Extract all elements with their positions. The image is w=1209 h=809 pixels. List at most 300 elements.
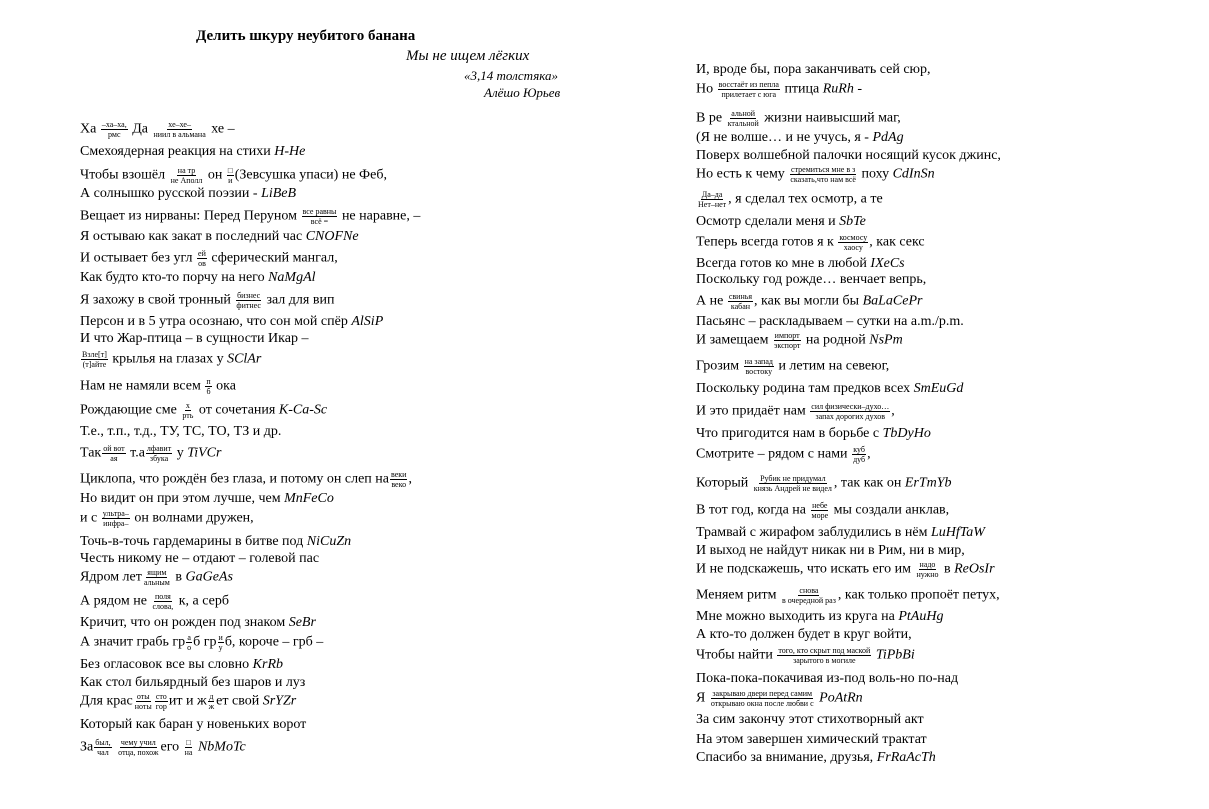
line-text: он волнами дружен, bbox=[130, 510, 254, 526]
line-text: А не bbox=[696, 293, 727, 309]
word-fraction bbox=[102, 509, 130, 528]
word-fraction bbox=[184, 738, 194, 757]
poem-line bbox=[696, 525, 985, 541]
fraction-numerator: оты bbox=[136, 692, 150, 701]
poem-line bbox=[80, 592, 229, 611]
word-fraction bbox=[101, 120, 128, 139]
poem-line bbox=[80, 657, 283, 673]
fraction-denominator: прилетает с юга bbox=[721, 90, 777, 99]
line-text: Циклопа, что рождён без глаза, и потому он слеп на bbox=[80, 471, 389, 487]
fraction-denominator: гор bbox=[155, 702, 167, 711]
poem-line bbox=[696, 292, 922, 311]
poem-line bbox=[696, 609, 943, 625]
line-text: от сочетания bbox=[195, 402, 279, 418]
poem-line bbox=[80, 144, 305, 160]
element-formula: CdInSn bbox=[892, 166, 935, 182]
element-formula: FrRaAcTh bbox=[876, 750, 936, 765]
line-text: И не подскажешь, что искать его им bbox=[696, 561, 915, 577]
fraction-numerator: и bbox=[218, 633, 223, 642]
line-text: Так bbox=[80, 445, 102, 461]
fraction-denominator: запах дорогих духов bbox=[815, 412, 886, 421]
line-text: И замещаем bbox=[696, 332, 772, 348]
line-text: б гр bbox=[193, 634, 217, 650]
fraction-numerator: ей bbox=[198, 249, 206, 258]
fraction-denominator: (т]айте bbox=[82, 360, 107, 369]
line-text: Пасьянс – раскладываем – сутки на a.m./p.m. bbox=[696, 314, 964, 329]
element-formula: NiCuZn bbox=[306, 534, 352, 549]
fraction-denominator: инфра– bbox=[103, 519, 129, 528]
fraction-numerator: д bbox=[209, 692, 214, 701]
poem-line bbox=[80, 186, 296, 202]
word-fraction bbox=[134, 692, 153, 711]
line-text: Я захожу в свой тронный bbox=[80, 292, 235, 308]
word-fraction bbox=[781, 586, 837, 605]
poem-line bbox=[80, 270, 316, 286]
element-formula: SClAr bbox=[227, 351, 262, 367]
word-fraction bbox=[170, 166, 204, 185]
line-text: его bbox=[160, 739, 183, 755]
poem-line bbox=[80, 401, 327, 420]
fraction-denominator: ая bbox=[110, 454, 118, 463]
poem-line bbox=[696, 109, 901, 128]
poem-line bbox=[696, 586, 1000, 605]
line-text: хе – bbox=[207, 121, 235, 137]
poem-line bbox=[80, 633, 323, 652]
line-text: Но видит он при этом лучше, чем bbox=[80, 491, 285, 506]
fraction-numerator: того, кто скрыт под маской bbox=[778, 646, 871, 655]
line-text: Чтобы взошёл bbox=[80, 167, 169, 183]
line-text: И выход не найдут никак ни в Рим, ни в мир, bbox=[696, 543, 965, 558]
fraction-numerator: ультра– bbox=[102, 509, 129, 518]
poem-line bbox=[696, 62, 931, 78]
fraction-denominator: слова, bbox=[152, 602, 174, 611]
poem-line bbox=[696, 256, 905, 272]
fraction-denominator: збука bbox=[149, 454, 169, 463]
line-text: За сим закончу этот стихотворный акт bbox=[696, 712, 924, 727]
line-text: За bbox=[80, 739, 94, 755]
fraction-denominator: море bbox=[811, 511, 829, 520]
poem-line bbox=[80, 568, 233, 587]
poem-line bbox=[80, 249, 338, 268]
element-formula: RuRh bbox=[822, 81, 854, 97]
fraction-numerator: бизнес bbox=[237, 291, 261, 300]
fraction-numerator: веки bbox=[390, 470, 407, 479]
fraction-numerator: был, bbox=[95, 738, 111, 747]
line-text: Ядром лет bbox=[80, 569, 142, 585]
line-text: Мне можно выходить из круга на bbox=[696, 609, 899, 624]
poem-line bbox=[80, 509, 254, 528]
line-text: мы создали анклав, bbox=[830, 502, 950, 518]
line-text: Смехоядерная реакция на стихи bbox=[80, 144, 275, 159]
word-fraction bbox=[186, 633, 192, 652]
element-formula: SmEuGd bbox=[913, 381, 964, 396]
fraction-numerator: закрываю двери перед самим bbox=[712, 689, 813, 698]
fraction-denominator: альным bbox=[143, 578, 170, 587]
fraction-denominator: востоку bbox=[745, 367, 773, 376]
fraction-numerator: х bbox=[185, 401, 190, 410]
word-fraction bbox=[218, 633, 224, 652]
line-text: Я bbox=[696, 690, 709, 706]
fraction-denominator: ов bbox=[198, 259, 206, 268]
word-fraction bbox=[81, 350, 108, 369]
epigraph-line-2: «3,14 толстяка» bbox=[464, 68, 559, 83]
line-text: (Зевсушка упаси) не Феб, bbox=[234, 167, 387, 183]
element-formula: NsPm bbox=[869, 332, 903, 348]
line-text: Нам не намяли всем bbox=[80, 378, 205, 394]
poem-title: Делить шкуру неубитого банана bbox=[196, 28, 416, 44]
fraction-denominator: кабан bbox=[730, 302, 751, 311]
poem-line bbox=[696, 233, 925, 252]
line-text: Осмотр сделали меня и bbox=[696, 214, 840, 229]
line-text: Всегда готов ко мне в любой bbox=[696, 256, 871, 271]
fraction-numerator: сто bbox=[155, 692, 167, 701]
word-fraction bbox=[710, 689, 815, 708]
epigraph-line-3: Алёшо Юрьев bbox=[484, 85, 561, 100]
poem-line bbox=[696, 314, 964, 330]
element-formula: TiVCr bbox=[187, 445, 222, 461]
line-text: к, а серб bbox=[175, 593, 229, 609]
word-fraction bbox=[227, 166, 234, 185]
fraction-numerator: на тр bbox=[177, 166, 196, 175]
line-text: Который как баран у новеньких ворот bbox=[80, 717, 307, 732]
line-text: т.а bbox=[126, 445, 145, 461]
word-fraction bbox=[390, 470, 407, 489]
line-text: сферический мангал, bbox=[207, 250, 338, 266]
element-formula: LuHfTaW bbox=[930, 525, 985, 540]
line-text: И, вроде бы, пора заканчивать сей сюр, bbox=[696, 62, 931, 77]
fraction-denominator: на bbox=[184, 748, 193, 757]
line-text: у bbox=[173, 445, 188, 461]
word-fraction bbox=[143, 568, 171, 587]
fraction-numerator: на запад bbox=[744, 357, 773, 366]
word-fraction bbox=[773, 331, 801, 350]
poem-line bbox=[696, 402, 895, 421]
element-formula: KrRb bbox=[252, 657, 284, 672]
line-text: Без огласовок все вы словно bbox=[80, 657, 253, 672]
line-text: , bbox=[867, 446, 871, 462]
word-fraction bbox=[205, 377, 211, 396]
line-text: Теперь всегда готов я к bbox=[696, 234, 838, 250]
line-text: , так как он bbox=[833, 475, 905, 491]
fraction-numerator: стремиться мне в з bbox=[791, 165, 856, 174]
line-text: птица bbox=[780, 81, 823, 97]
line-text: А солнышко русской поэзии - bbox=[80, 186, 262, 201]
word-fraction bbox=[727, 109, 760, 128]
line-text: и с bbox=[80, 510, 101, 526]
line-text: он bbox=[204, 167, 226, 183]
fraction-numerator: небе bbox=[812, 501, 828, 510]
poem-line bbox=[80, 675, 305, 691]
line-text: ит и ж bbox=[168, 693, 207, 709]
line-text: Как стол бильярдный без шаров и луз bbox=[80, 675, 306, 690]
element-formula: BaLaCePr bbox=[862, 293, 923, 309]
line-text: крылья на глазах у bbox=[108, 351, 228, 367]
line-text: Чтобы найти bbox=[696, 647, 777, 663]
word-fraction bbox=[94, 738, 111, 757]
poem-line bbox=[80, 207, 420, 226]
line-text: , как только пропоёт петух, bbox=[837, 587, 1000, 603]
poem-line bbox=[696, 130, 904, 146]
poem-line bbox=[80, 377, 236, 396]
element-formula: IXeCs bbox=[870, 256, 905, 271]
word-fraction bbox=[235, 291, 262, 310]
poem-line bbox=[696, 732, 927, 748]
fraction-denominator: рть bbox=[182, 411, 194, 420]
word-fraction bbox=[811, 501, 830, 520]
epigraph-line-1: Мы не ищем лёгких bbox=[406, 48, 530, 64]
fraction-numerator: импорт bbox=[774, 331, 800, 340]
poem-line bbox=[696, 272, 926, 288]
fraction-numerator: альной bbox=[731, 109, 756, 118]
line-text: , как секс bbox=[869, 234, 925, 250]
fraction-denominator: рмс bbox=[108, 130, 121, 139]
word-fraction bbox=[852, 445, 866, 464]
poem-line bbox=[696, 646, 915, 665]
fraction-numerator: Взле[т] bbox=[82, 350, 107, 359]
word-fraction bbox=[777, 646, 871, 665]
word-fraction bbox=[697, 190, 727, 209]
poem-line bbox=[80, 717, 306, 733]
fraction-denominator: дуб bbox=[853, 455, 866, 464]
fraction-numerator: хе–хе– bbox=[168, 120, 191, 129]
poem-line bbox=[696, 190, 883, 209]
line-text: Точь-в-точь гардемарины в битве под bbox=[80, 534, 307, 549]
poem-line bbox=[80, 692, 296, 711]
element-formula: AlSiP bbox=[351, 314, 384, 329]
line-text: Который bbox=[696, 475, 752, 491]
poem-line bbox=[80, 229, 359, 245]
line-text: Т.е., т.п., т.д., ТУ, ТС, ТО, ТЗ и др. bbox=[80, 424, 282, 439]
poem-line bbox=[696, 80, 862, 99]
fraction-denominator: ниил в альмана bbox=[153, 130, 206, 139]
line-text: Но есть к чему bbox=[696, 166, 789, 182]
element-formula: CNOFNe bbox=[305, 229, 359, 244]
element-formula: PtAuHg bbox=[898, 609, 944, 624]
element-formula: NaMgAl bbox=[268, 270, 316, 285]
line-text: в bbox=[171, 569, 186, 585]
fraction-denominator: и bbox=[228, 176, 233, 185]
fraction-denominator: хаосу bbox=[843, 243, 863, 252]
line-text: Что пригодится нам в борьбе с bbox=[696, 426, 883, 441]
fraction-numerator: лфавит bbox=[146, 444, 172, 453]
line-text: Кричит, что он рожден под знаком bbox=[80, 615, 289, 630]
line-text: И остывает без угл bbox=[80, 250, 197, 266]
word-fraction bbox=[155, 692, 168, 711]
fraction-denominator: Нет–нет bbox=[698, 200, 727, 209]
line-text: , я сделал тех осмотр, а те bbox=[728, 191, 883, 207]
fraction-numerator: □ bbox=[186, 738, 191, 747]
line-text: В тот год, когда на bbox=[696, 502, 810, 518]
element-formula: ReOsIr bbox=[954, 561, 995, 577]
line-text: Трамвай с жирафом заблудились в нём bbox=[696, 525, 931, 540]
line-text: Я остываю как закат в последний час bbox=[80, 229, 306, 244]
element-formula: SeBr bbox=[288, 615, 316, 630]
element-formula: MnFeCo bbox=[284, 491, 334, 506]
fraction-denominator: веко bbox=[391, 480, 407, 489]
fraction-numerator: Да–да bbox=[701, 190, 723, 199]
fraction-denominator: отца, похож bbox=[118, 748, 159, 757]
line-text: - bbox=[853, 81, 863, 97]
word-fraction bbox=[302, 207, 338, 226]
line-text: Грозим bbox=[696, 358, 743, 374]
line-text: на родной bbox=[802, 332, 870, 348]
word-fraction bbox=[753, 474, 833, 493]
poem-line bbox=[80, 534, 351, 550]
word-fraction bbox=[152, 120, 206, 139]
poem-line bbox=[696, 445, 871, 464]
line-text: И это придаёт нам bbox=[696, 403, 810, 419]
fraction-denominator: о bbox=[187, 643, 192, 652]
poem-line bbox=[80, 491, 334, 507]
line-text: Но bbox=[696, 81, 717, 97]
line-text: А кто-то должен будет в круг войти, bbox=[696, 627, 912, 642]
fraction-numerator: □ bbox=[227, 166, 233, 175]
line-text: Меняем ритм bbox=[696, 587, 780, 603]
fraction-numerator: куб bbox=[853, 445, 865, 454]
element-formula: GaGeAs bbox=[185, 569, 233, 585]
poem-line bbox=[696, 671, 958, 687]
fraction-numerator: свинья bbox=[728, 292, 753, 301]
poem-line bbox=[80, 615, 316, 631]
line-text: в bbox=[940, 561, 955, 577]
fraction-numerator: Рубик не придумал bbox=[760, 474, 826, 483]
poem-line bbox=[696, 474, 952, 493]
element-formula: NbMoTc bbox=[197, 739, 246, 755]
line-text: Смотрите – рядом с нами bbox=[696, 446, 852, 462]
poem-line bbox=[696, 750, 936, 766]
poem-line bbox=[80, 444, 221, 463]
poem-line bbox=[80, 424, 281, 440]
poem-line bbox=[80, 331, 308, 347]
poem-line bbox=[80, 314, 383, 330]
fraction-denominator: экспорт bbox=[774, 341, 801, 350]
fraction-denominator: всё = bbox=[310, 217, 329, 226]
word-fraction bbox=[151, 592, 174, 611]
fraction-numerator: –ха–ха, bbox=[101, 120, 127, 129]
line-text: Ха bbox=[80, 121, 100, 137]
poem-line bbox=[80, 166, 387, 185]
line-text: Как будто кто-то порчу на него bbox=[80, 270, 269, 285]
poem-line bbox=[696, 627, 912, 643]
element-formula: H-He bbox=[274, 144, 306, 159]
word-fraction bbox=[181, 401, 194, 420]
poem-line bbox=[696, 560, 995, 579]
poem-line bbox=[80, 738, 246, 757]
fraction-denominator: князь Андрей не видел bbox=[753, 484, 832, 493]
line-text: А значит грабь гр bbox=[80, 634, 186, 650]
element-formula: PdAg bbox=[872, 130, 904, 145]
element-formula: TiPbBi bbox=[875, 647, 915, 663]
element-formula: SrYZr bbox=[262, 693, 297, 709]
fraction-denominator: у bbox=[218, 643, 223, 652]
poem-line bbox=[696, 331, 903, 350]
element-formula: ErTmYb bbox=[904, 475, 952, 491]
line-text: И что Жар-птица – в сущности Икар – bbox=[80, 331, 309, 346]
element-formula: TbDyHo bbox=[882, 426, 931, 441]
line-text: Персон и в 5 утра осознаю, что сон мой спёр bbox=[80, 314, 352, 329]
poem-line bbox=[80, 291, 334, 310]
word-fraction bbox=[117, 738, 159, 757]
fraction-denominator: нужно bbox=[916, 570, 939, 579]
line-text: Рождающие сме bbox=[80, 402, 181, 418]
fraction-denominator: открываю окна после любви с bbox=[710, 699, 814, 708]
line-text: б, короче – грб – bbox=[224, 634, 324, 650]
fraction-denominator: не Аполл bbox=[170, 176, 203, 185]
poem-line bbox=[696, 381, 963, 397]
line-text: Поверх волшебной палочки носящий кусок джинс, bbox=[696, 148, 1001, 163]
line-text: , bbox=[891, 403, 895, 419]
line-text: Для крас bbox=[80, 693, 133, 709]
poem-line bbox=[80, 350, 261, 369]
line-text: Поскольку год рожде… венчает вепрь, bbox=[696, 272, 927, 287]
line-text: (Я не волше… и не учусь, я - bbox=[696, 130, 873, 145]
fraction-denominator: ноты bbox=[134, 702, 152, 711]
word-fraction bbox=[718, 80, 780, 99]
line-text: Честь никому не – отдают – голевой пас bbox=[80, 551, 320, 566]
line-text: зал для вип bbox=[262, 292, 335, 308]
fraction-denominator: зарытого в могиле bbox=[793, 656, 856, 665]
line-text: Пока-пока-покачивая из-под воль-но по-над bbox=[696, 671, 959, 686]
word-fraction bbox=[102, 444, 125, 463]
fraction-denominator: в очередной раз bbox=[781, 596, 836, 605]
fraction-denominator: сказать,что нам всё bbox=[790, 175, 856, 184]
line-text: поху bbox=[857, 166, 893, 182]
poem-line bbox=[80, 470, 412, 489]
word-fraction bbox=[197, 249, 207, 268]
line-text: , как вы могли бы bbox=[754, 293, 863, 309]
line-text: Вещает из нирваны: Перед Перуном bbox=[80, 208, 301, 224]
fraction-numerator: п bbox=[206, 377, 211, 386]
word-fraction bbox=[146, 444, 172, 463]
line-text: Поскольку родина там предков всех bbox=[696, 381, 914, 396]
line-text: и летим на севеюг, bbox=[774, 358, 890, 374]
line-text: А рядом не bbox=[80, 593, 151, 609]
word-fraction bbox=[810, 402, 890, 421]
element-formula: LiBeB bbox=[261, 186, 297, 201]
fraction-denominator: фитнес bbox=[236, 301, 261, 310]
word-fraction bbox=[728, 292, 753, 311]
word-fraction bbox=[838, 233, 868, 252]
line-text: ет свой bbox=[216, 693, 263, 709]
poem-line bbox=[696, 214, 866, 230]
element-formula: SbTe bbox=[839, 214, 866, 229]
fraction-numerator: снова bbox=[799, 586, 819, 595]
poem-line bbox=[80, 551, 319, 567]
element-formula: PoAtRn bbox=[819, 690, 863, 706]
fraction-numerator: космосу bbox=[839, 233, 868, 242]
fraction-numerator: восстаёт из пепла bbox=[718, 80, 779, 89]
poem-line bbox=[696, 501, 949, 520]
poem-line bbox=[696, 712, 924, 728]
line-text: Спасибо за внимание, друзья, bbox=[696, 750, 877, 765]
line-text bbox=[113, 740, 117, 755]
fraction-numerator: чему учил bbox=[120, 738, 156, 747]
fraction-numerator: все равны bbox=[302, 207, 337, 216]
fraction-numerator: поля bbox=[154, 592, 171, 601]
line-text: На этом завершен химический трактат bbox=[696, 732, 927, 747]
word-fraction bbox=[916, 560, 940, 579]
line-text: , bbox=[408, 471, 412, 487]
fraction-denominator: чал bbox=[97, 748, 109, 757]
fraction-numerator: ящим bbox=[147, 568, 167, 577]
fraction-numerator: ой вот bbox=[103, 444, 125, 453]
poem-line bbox=[696, 689, 863, 708]
poem-line bbox=[696, 426, 931, 442]
word-fraction bbox=[208, 692, 216, 711]
poem-line bbox=[696, 148, 1001, 164]
word-fraction bbox=[789, 165, 857, 184]
word-fraction bbox=[744, 357, 774, 376]
